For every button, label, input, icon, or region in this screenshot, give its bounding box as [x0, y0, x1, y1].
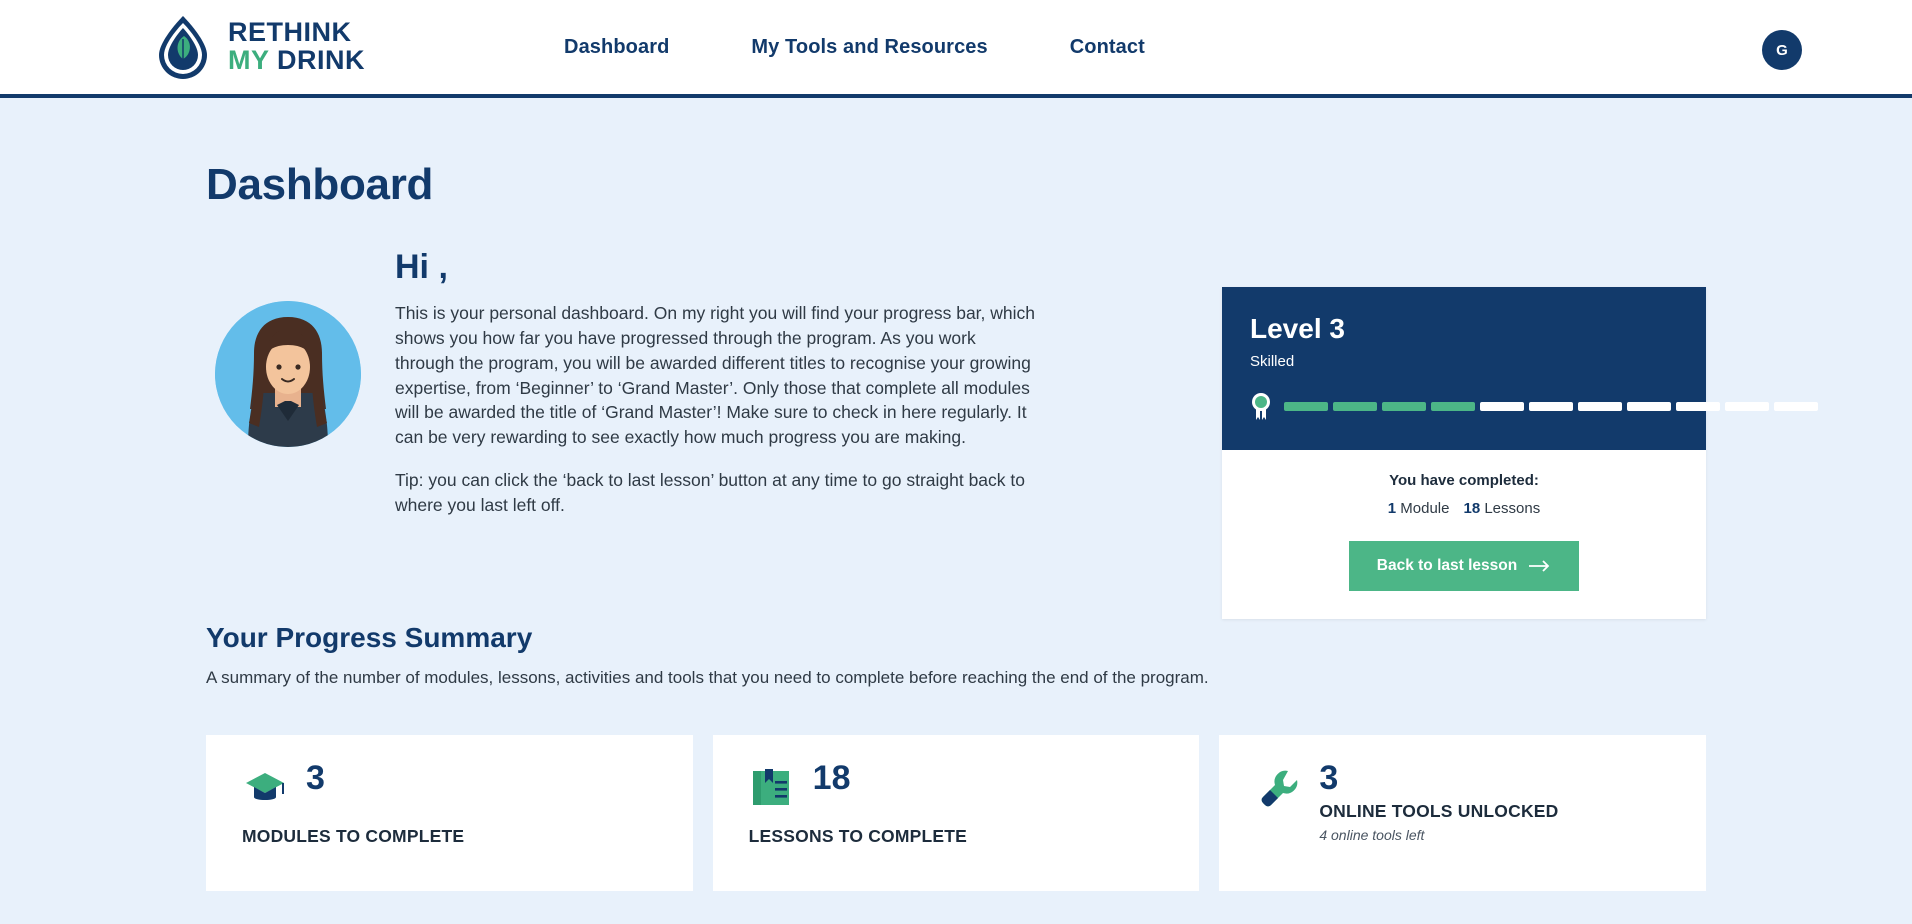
level-card-header: [1222, 287, 1706, 450]
summary-card-note: 4 online tools left: [1319, 826, 1425, 843]
level-rank: Skilled: [1250, 353, 1295, 370]
site-header: [0, 0, 1912, 98]
progress-segment: [1431, 402, 1475, 411]
summary-card-row: [242, 758, 693, 811]
lessons-completed-word: Lessons: [1484, 500, 1541, 517]
summary-card-modules: [206, 735, 693, 891]
progress-segment: [1333, 402, 1377, 411]
medal-icon: [1250, 392, 1272, 420]
arrow-right-icon: [1529, 560, 1551, 572]
summary-card-number: 18: [812, 758, 851, 797]
progress-segment: [1627, 402, 1671, 411]
dashboard-intro-paragraph: This is your personal dashboard. On my right you will find your progress bar, which shows you how far you have progressed through the program. As you work through the program, you will be awarded different titles to recognise your growing expertise, from ‘Beginner’ to ‘Grand Master’. Only those that complete all modules will be awarded the title of ‘Grand Master’! Make sure to check in here regularly. It can be very rewarding to see exactly how much progress you are making.: [395, 303, 1036, 448]
summary-cards: [206, 735, 1706, 891]
greeting: Hi ,: [395, 248, 448, 286]
level-card-body: [1222, 450, 1706, 619]
page-title: Dashboard: [206, 160, 434, 209]
back-to-last-lesson-label: Back to last lesson: [1376, 557, 1518, 574]
lessons-completed-count: 18: [1463, 500, 1481, 517]
summary-card-number: 3: [306, 758, 325, 797]
progress-segment: [1725, 402, 1769, 411]
logo-drink: DRINK: [277, 45, 366, 75]
summary-card-value-wrap: [812, 758, 851, 797]
summary-card-label: MODULES TO COMPLETE: [242, 825, 465, 846]
book-list-icon: [749, 765, 795, 811]
wrench-icon: [1255, 765, 1301, 811]
progress-segment: [1529, 402, 1573, 411]
level-title: Level 3: [1250, 313, 1345, 344]
drop-leaf-logo-icon: [152, 14, 214, 80]
content-container: [206, 160, 1706, 891]
progress-segments: [1284, 402, 1818, 411]
progress-summary-description: A summary of the number of modules, lessons, activities and tools that you need to complete before reaching the end of the program.: [206, 667, 1209, 687]
logo-text: [228, 19, 365, 74]
progress-segment: [1578, 402, 1622, 411]
user-avatar[interactable]: G: [1762, 30, 1802, 70]
nav-item-contact[interactable]: Contact: [1069, 35, 1145, 58]
logo-my: MY: [228, 45, 270, 75]
progress-segment: [1774, 402, 1818, 411]
modules-completed-count: 1: [1387, 500, 1397, 517]
back-to-last-lesson-button[interactable]: [1349, 541, 1579, 591]
summary-card-number: 3: [1319, 758, 1339, 797]
logo-line-rethink: RETHINK: [228, 17, 352, 48]
nav-item-dashboard[interactable]: Dashboard: [564, 35, 670, 58]
profile-illustration-avatar: [215, 301, 361, 447]
progress-segment: [1480, 402, 1524, 411]
summary-card-value-wrap: [1319, 758, 1559, 843]
summary-card-label: LESSONS TO COMPLETE: [748, 825, 968, 846]
logo[interactable]: [152, 14, 365, 80]
summary-card-label: ONLINE TOOLS UNLOCKED: [1319, 800, 1559, 821]
dashboard-tip-paragraph: Tip: you can click the ‘back to last lesson’ button at any time to go straight back to where you last left off.: [395, 470, 1025, 515]
logo-line-mydrink: [228, 47, 365, 75]
completed-stats: [1222, 500, 1706, 517]
progress-segment: [1676, 402, 1720, 411]
nav-item-my-tools-and-resources[interactable]: My Tools and Resources: [751, 35, 988, 58]
progress-segment: [1382, 402, 1426, 411]
progress-bar: [1250, 392, 1678, 420]
progress-summary-title: Your Progress Summary: [206, 621, 533, 653]
summary-card-row: [1255, 758, 1706, 843]
level-card: [1222, 287, 1706, 619]
main-nav: [564, 36, 1145, 59]
summary-card-value-wrap: [306, 758, 325, 797]
hero-text: [395, 248, 1035, 536]
progress-segment: [1284, 402, 1328, 411]
summary-card-row: [749, 758, 1200, 811]
completed-label: You have completed:: [1389, 472, 1539, 489]
summary-card-lessons: [713, 735, 1200, 891]
modules-completed-word: Module: [1400, 500, 1450, 517]
main-content: [0, 160, 1912, 891]
summary-card-tools: [1219, 735, 1706, 891]
graduation-cap-icon: [242, 765, 288, 811]
avatar-illustration-icon: [215, 301, 361, 447]
